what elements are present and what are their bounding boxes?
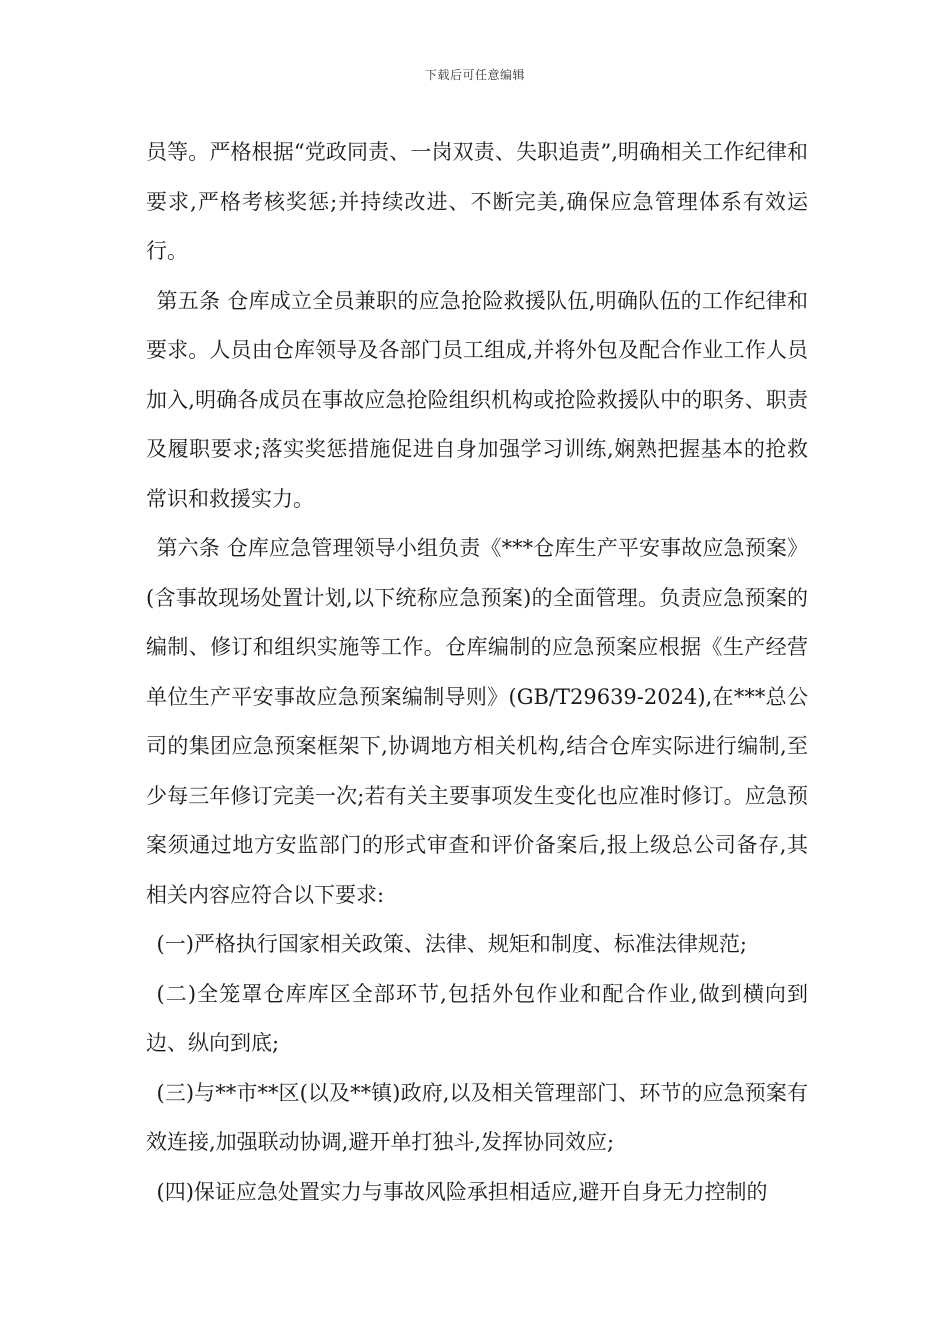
list-item-4: (四)保证应急处置实力与事故风险承担相适应,避开自身无力控制的: [156, 1179, 768, 1204]
paragraph-article-6: 第六条 仓库应急管理领导小组负责《***仓库生产平安事故应急预案》(含事故现场处置计划,以下统称应急预案)的全面管理。负责应急预案的编制、修订和组织实施等工作。仓库编制的应急预案应根据《生产经营单位生产平安事故应急预案编制导则》(GB/T29639-2024),在***总公司的集团应急预案框架下,协调地方相关机构,结合仓库实际进行编制,至少每三年修订完美一次;若有关主要事项发生变化也应准时修订。应急预案须通过地方安监部门的形式审查和评价备案后,报上级总公司备存,其相关内容应符合以下要求:: [146, 536, 808, 907]
paragraph-continuation: 员等。严格根据“党政同责、一岗双责、失职追责”,明确相关工作纪律和要求,严格考核奖惩;并持续改进、不断完美,确保应急管理体系有效运行。: [146, 140, 808, 263]
list-item-1: (一)严格执行国家相关政策、法律、规矩和制度、标准法律规范;: [156, 932, 747, 956]
page-header-note: 下载后可任意编辑: [424, 68, 525, 82]
paragraph-article-5: 第五条 仓库成立全员兼职的应急抢险救援队伍,明确队伍的工作纪律和要求。人员由仓库领导及各部门员工组成,并将外包及配合作业工作人员加入,明确各成员在事故应急抢险组织机构或抢险救援队中的职务、职责及履职要求;落实奖惩措施促进自身加强学习训练,娴熟把握基本的抢救常识和救援实力。: [146, 288, 808, 511]
list-item-3: (三)与**市**区(以及**镇)政府,以及相关管理部门、环节的应急预案有效连接,加强联动协调,避开单打独斗,发挥协同效应;: [146, 1080, 808, 1154]
document-body: [146, 128, 808, 1217]
list-item-2: (二)全笼罩仓库库区全部环节,包括外包作业和配合作业,做到横向到边、纵向到底;: [146, 981, 808, 1055]
